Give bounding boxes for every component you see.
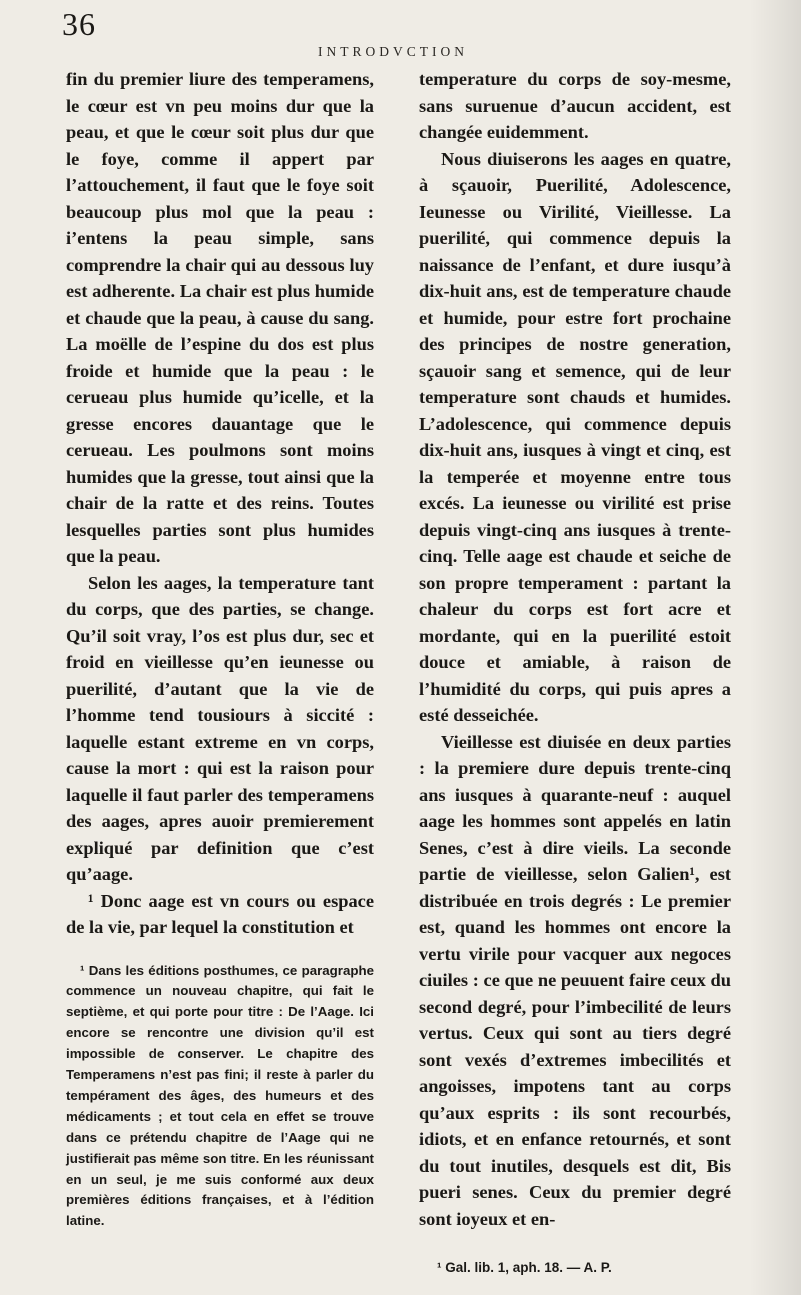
page-edge-shadow [749, 0, 801, 1295]
paragraph: ¹ Donc aage est vn cours ou espace de la vie, par lequel la constitution et [66, 890, 374, 937]
footnote-text: ¹ Dans les éditions posthumes, ce paragraphe commence un nouveau chapitre, qui fait le septième, et qui porte pour titre : De l’Aage. Ici encore se rencontre une division qu’il est impossible de conserver. Le chapitre des Temperamens n’est pas fini; il reste à parler du tempérament des âges, des humeurs et des médicaments ; et tout cela en effet se trouve dans ce prétendu chapitre de l’Aage qui ne justifierait pas même son titre. En les réunissant en un seul, je me suis conformé aux deux premières éditions françaises, et à l’édition latine. [66, 962, 374, 1229]
left-footnote [66, 961, 374, 1233]
paragraph: Vieillesse est diuisée en deux parties : la premiere dure depuis trente-cinq ans iusques à quarante-neuf : auquel aage les hommes sont appelés en latin Senes, c’est à dire vieils. La seconde partie de vieillesse, selon Galien¹, est distribuée en trois degrés : Le premier est, quand les hommes ont encore la vertu virile pour vacquer aux negoces ciuiles : ce que ne peuuent faire ceux du second degré, pour l’imbecilité de leurs vertus. Ceux qui sont au tiers degré sont vexés d’extremes imbecilités et angoisses, impotens tant au corps qu’aux esprits : ils sont recourbés, idiots, et en enfance retournés, et sont du tout inutiles, desquels est dit, Bis pueri senes. Ceux du premier degré sont ioyeux et en- [419, 731, 731, 1229]
paragraph: temperature du corps de soy-mesme, sans suruenue d’aucun accident, est changée euidemment. [419, 69, 731, 142]
left-column [66, 66, 374, 1232]
running-head: INTRODVCTION [318, 44, 468, 59]
paragraph: Nous diuiserons les aages en quatre, à sçauoir, Puerilité, Adolescence, Ieunesse ou Virilité, Vieillesse. La puerilité, qui commence depuis la naissance de l’enfant, et dure iusqu’à dix-huit ans, est de temperature chaude et humide, pour estre fort prochaine des principes de nostre generation, sçauoir sang et semence, qui de leur temperature sont chauds et humides. L’adolescence, qui commence depuis dix-huit ans, iusques à vingt et cinq, est la temperée et moyenne entre tous excés. La ieunesse ou virilité est prise depuis vingt-cinq ans iusques à trente-cinq. Telle aage est chaude et seiche de son propre temperament : partant la chaleur du corps est fort acre et mordante, qui en la puerilité estoit douce et amiable, à raison de l’humidité du corps, qui puis apres a esté desseichée. [419, 148, 731, 725]
paragraph: fin du premier liure des temperamens, le cœur est vn peu moins dur que la peau, et que le cœur soit plus dur que le foye, comme il appert par l’attouchement, il faut que le foye soit beaucoup plus mol que la peau : i’entens la peau simple, sans comprendre la chair qui au dessous luy est adherente. La chair est plus humide et chaude que la peau, à cause du sang. La moëlle de l’espine du dos est plus froide et humide que la peau : le cerueau plus humide qu’icelle, et la gresse encores dauantage que le cerueau. Les poulmons sont moins humides que la gresse, tout ainsi que la chair de la ratte et des reins. Toutes lesquelles parties sont plus humides que la peau. [66, 69, 374, 566]
footnote-separator [66, 941, 374, 961]
left-column-text [66, 66, 374, 941]
right-column-text [419, 66, 731, 1232]
right-column [419, 66, 731, 1232]
right-footnote: ¹ Gal. lib. 1, aph. 18. — A. P. [437, 1260, 612, 1275]
page-number: 36 [62, 6, 96, 42]
paragraph: Selon les aages, la temperature tant du corps, que des parties, se change. Qu’il soit vray, l’os est plus dur, sec et froid en vieillesse qu’en ieunesse ou puerilité, d’autant que la vie de l’homme tend tousiours à siccité : laquelle estant extreme en vn corps, cause la mort : qui est la raison pour laquelle il faut parler des temperamens des aages, apres auoir premierement expliqué par definition que c’est qu’aage. [66, 572, 374, 884]
